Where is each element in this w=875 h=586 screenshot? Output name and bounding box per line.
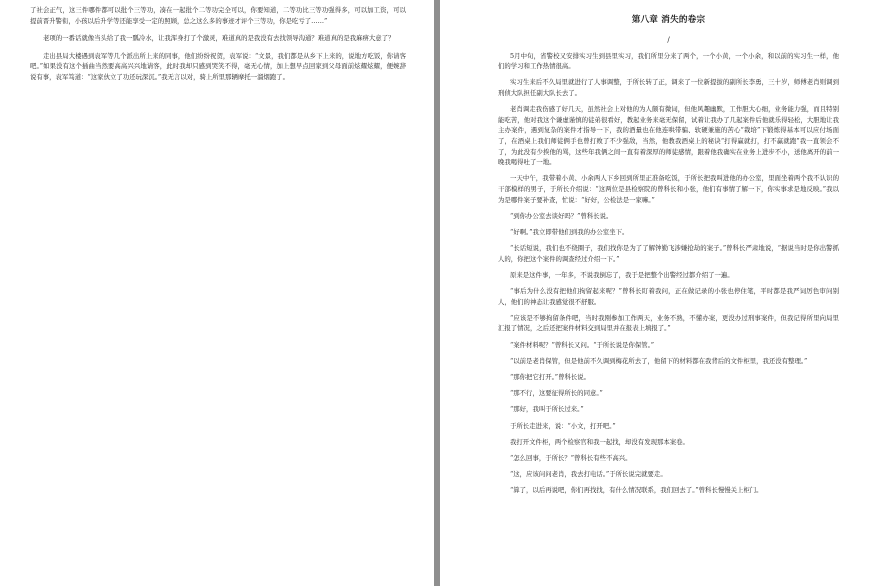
right-paragraph: “那不行，这要征得所长的同意。” bbox=[510, 389, 603, 398]
left-paragraph: 走出县局大楼遇到袁军等几个派出所上来的同事，他们纷纷祝贺，袁军说：“文景，我们都是从乡下上来的，说地方吃饭，你请客吧。”如果没有这个插曲当然要高高兴兴地请客，此时我却只感到哭笑不得，毫无心情，加上想早点回家到父母面前炫耀炫耀，便婉辞说有事，袁军笃道：“这家伙立了功还玩深沉。”我无言以对，骑上所里那辆摩托一溜烟跑了。 bbox=[30, 51, 406, 81]
right-paragraph: 5月中旬，省警校又安排实习生到县里实习，我们所里分来了两个，一个小黄，一个小余，和以前的实习生一样，他们的学习和工作热情很高。 bbox=[498, 51, 839, 71]
right-paragraph: 老肖调走我伤感了好几天，虽然社会上对他的为人颇有微词，但他风趣幽默，工作胆大心细，业务能力强，而且特别能吃苦，他对我这个谦虚谨慎的徒弟很看好，教起业务来毫无保留，试着让我办了几起案件后他就乐得轻松，大胆地让我主办案件，遇到复杂的案件才指导一下，我的酒量也在他连哄带骗、软硬兼施的苦心“栽培”下锻炼得基本可以应付场面了，在酒桌上我们师徒俩手也曾打败了不少强敌，当然，他教我酒桌上的秘诀“打得赢就打，打不赢就跑”我一直领会不了，为此没有少挨他的骂，这些年我俩之间一直有着深厚的师徒感情，跟着他我确实在业务上进步不小，送他离开的前一晚我喝得吐了一地。 bbox=[498, 105, 839, 167]
right-page bbox=[440, 0, 875, 586]
right-paragraph: “长话短说，我们也不绕圈子，我们找你是为了了解钟勤飞涉嫌抢劫的案子。”曾科长严肃地说，“据说当时是你出警抓人的，你把这个案件的调查经过介绍一下。” bbox=[498, 244, 839, 263]
right-paragraph: “到你办公室去谈好吗？”曾科长说。 bbox=[510, 211, 613, 220]
right-paragraph: “以前是老肖保管，但是他前不久调到梅花所去了，他留下的材料都在我背后的文件柜里，我还没有整理。” bbox=[510, 356, 808, 365]
right-paragraph: “应该是不够拘留条件吧，当时我刚参加工作两天，业务不熟，不懂办案，更没办过刑事案件，但我记得所里向局里汇报了情况，之后还把案件材料交到局里并在报表上填报了。” bbox=[498, 313, 839, 333]
right-paragraph: 一天中午，我带着小黄、小余两人下乡回到所里正准备吃饭，于所长把我叫进他的办公室，里面坐着两个我不认识的干部模样的男子，于所长介绍说：“这两位是县检察院的曾科长和小张，他们有事情了解一下，你实事求是地反映。”我以为是哪件案子要补查，忙说：“好好，公检法是一家嘛。” bbox=[498, 174, 839, 204]
right-paragraph: 我打开文件柜，两个检察官和我一起找，却没有发现那本案卷。 bbox=[510, 437, 689, 446]
right-paragraph: 原来是这件事，一年多，不说我倒忘了，我于是把整个出警经过都介绍了一遍。 bbox=[510, 270, 734, 279]
right-paragraph: “这，应该问问老肖，我去打电话。”于所长说完就要走。 bbox=[510, 470, 667, 479]
left-page bbox=[0, 0, 434, 586]
right-paragraph: 于所长走进来，说：“小文，打开吧。” bbox=[510, 421, 616, 430]
right-paragraph: 实习生来后不久局里就进行了人事调整，于所长转了正，调来了一位新提拔的副所长李勇，三十岁，师傅老肖则调到刑侦大队担任副大队长去了。 bbox=[498, 78, 839, 97]
right-paragraph: “事后为什么没有把他们拘留起来呢？”曾科长盯着我问，正在做记录的小张也停住笔，平时都是我严词厉色审问别人，他们的神态让我感觉很不舒服。 bbox=[498, 287, 839, 306]
right-paragraph: “案件材料呢？”曾科长又问。“于所长说是你保管。” bbox=[510, 340, 655, 349]
chapter-title: 第八章 消失的卷宗 bbox=[631, 15, 706, 25]
left-paragraph: 了社会正气，这三件哪件都可以批个三等功，凑在一起批个二等功完全可以，你要知道，二等功比三等功强得多，可以加工资，可以提前晋升警衔，小孩以后升学等还能享受一定的照顾，总之这么多的事迹才评个三等功，你是吃亏了……” bbox=[30, 6, 406, 25]
right-paragraph: “好啊。”我立即带他们到我的办公室坐下。 bbox=[510, 227, 629, 236]
left-paragraph: 老项的一番话就像当头给了我一瓢冷水，让我浑身打了个激灵，难道真的是我没有去找领导沟通？难道真的是我麻痹大意了？ bbox=[43, 34, 395, 43]
right-paragraph: “那你把它打开。”曾科长说。 bbox=[510, 372, 591, 381]
right-paragraph: “那好，我叫于所长过来。” bbox=[510, 405, 584, 414]
right-paragraph: “怎么回事，于所长？”曾科长有些不高兴。 bbox=[510, 453, 632, 462]
section-mark: / bbox=[667, 36, 670, 44]
right-paragraph: “算了，以后再说吧，你们再找找，有什么情况联系，我们回去了。”曾科长慢慢关上柜门。 bbox=[510, 486, 763, 495]
